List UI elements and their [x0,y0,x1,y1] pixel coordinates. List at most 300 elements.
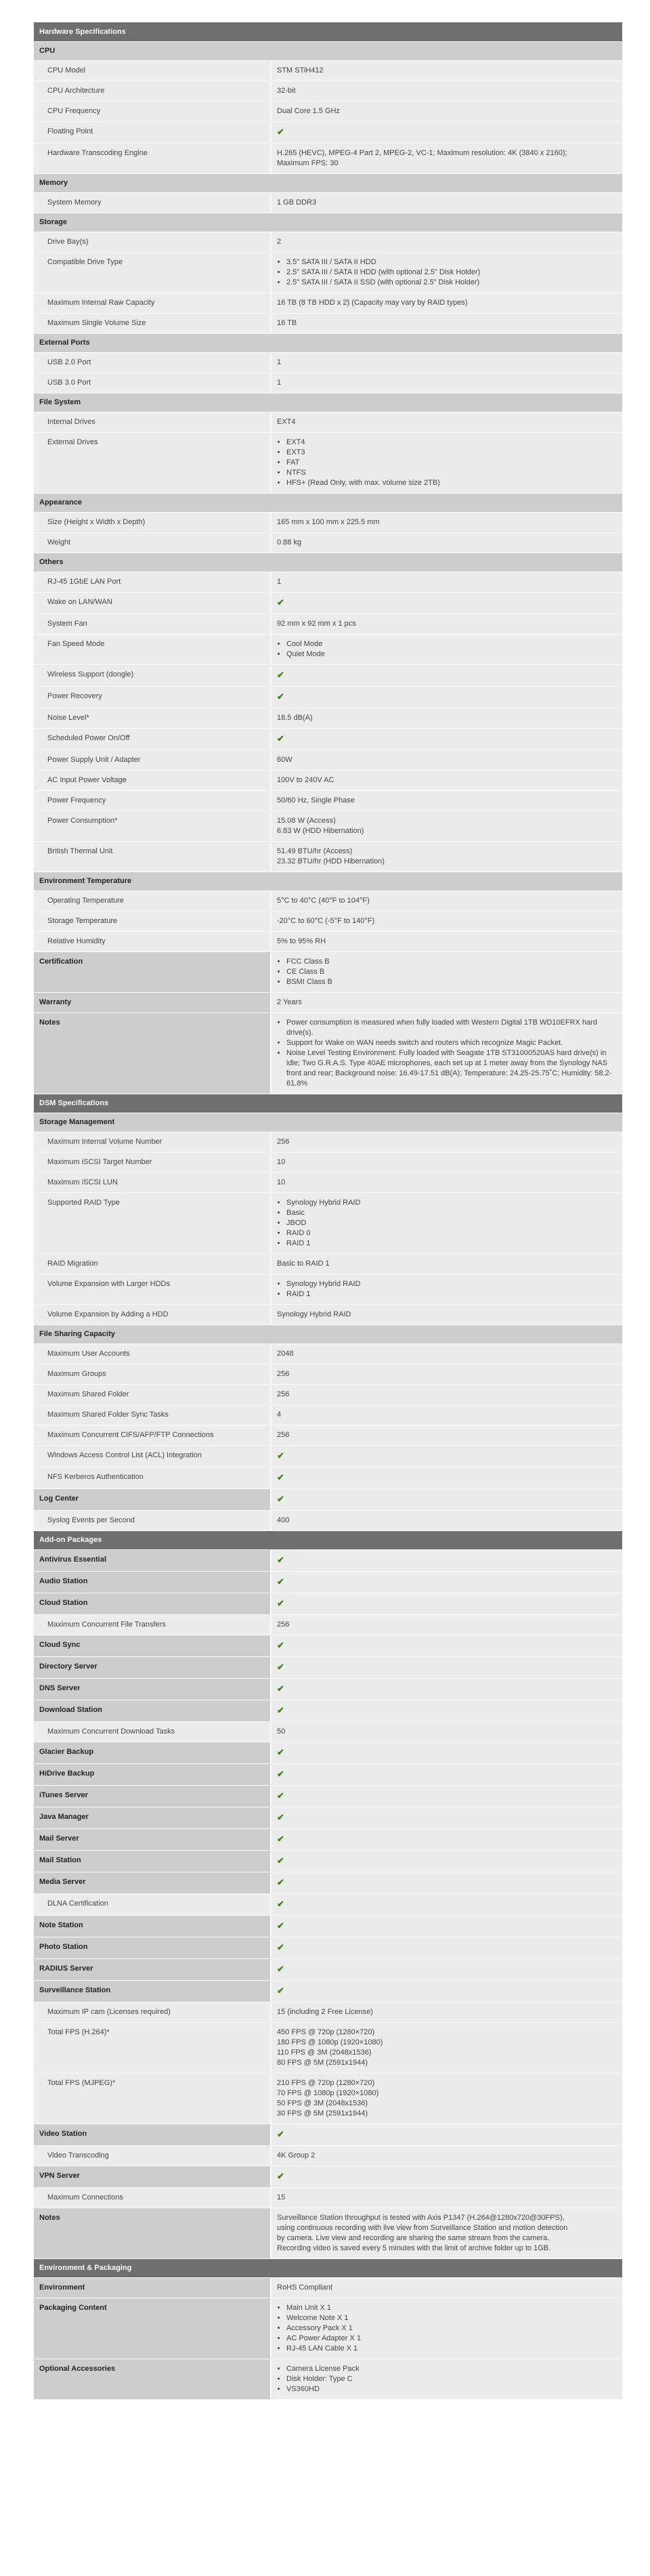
checkmark-icon: ✔ [277,1876,284,1887]
group-header-cpu [34,41,622,60]
spec-value [271,1467,622,1488]
spec-label: NFS Kerberos Authentication [34,1467,271,1488]
spec-value: 92 mm x 92 mm x 1 pcs [271,614,622,634]
spec-row-scheduled-power-on-off [34,728,622,750]
spec-label: Weight [34,532,271,553]
value-line: 30 FPS @ 5M (2591x1944) [277,2109,368,2118]
spec-row-nfs-kerberos-authentication [34,1467,622,1488]
spec-label: CPU Architecture [34,81,271,101]
checkmark-icon: ✔ [277,1811,284,1822]
spec-label: HiDrive Backup [34,1763,271,1785]
spec-value [271,1785,622,1807]
spec-label: Video Station [34,2124,271,2145]
checkmark-icon: ✔ [277,1661,284,1672]
value-list [277,1279,617,1300]
spec-value [271,1828,622,1850]
group-header-file-system [34,393,622,412]
value-line: Recording video is saved every 5 minutes with the limit of archive folder up to 1GB. [277,2244,551,2252]
spec-row-note-station [34,1915,622,1937]
group-header-storage [34,213,622,232]
spec-label: Photo Station [34,1937,271,1958]
spec-row-operating-temperature [34,890,622,911]
section-header-add-on-packages [34,1530,622,1549]
value-list-item: • 3.5" SATA III / SATA II HDD [286,257,617,267]
spec-value [271,1915,622,1937]
spec-row-internal-drives [34,412,622,432]
spec-label: Volume Expansion with Larger HDDs [34,1274,271,1304]
spec-value: 4K Group 2 [271,2145,622,2166]
spec-table [34,22,622,2400]
group-title: External Ports [34,333,622,352]
spec-label: Maximum IP cam (Licenses required) [34,2002,271,2022]
spec-row-ac-input-power-voltage [34,770,622,790]
checkmark-icon: ✔ [277,733,284,744]
value-list-item: • Cool Mode [286,639,617,649]
spec-row-directory-server [34,1656,622,1678]
value-list [277,2303,617,2354]
spec-label: Power Recovery [34,686,271,708]
spec-value: EXT4 [271,412,622,432]
spec-label: Packaging Content [34,2298,271,2359]
spec-value [271,143,622,173]
checkmark-icon: ✔ [277,2128,284,2139]
spec-row-download-station [34,1700,622,1721]
spec-value [271,2073,622,2124]
checkmark-icon: ✔ [277,1683,284,1694]
spec-row-radius-server [34,1958,622,1980]
checkmark-icon: ✔ [277,1597,284,1608]
spec-value: 15 [271,2187,622,2208]
spec-row-surveillance-station [34,1980,622,2002]
spec-label: Warranty [34,992,271,1012]
value-line: 210 FPS @ 720p (1280×720) [277,2078,375,2087]
group-header-others [34,553,622,572]
spec-row-media-server [34,1872,622,1893]
spec-label: Certification [34,951,271,992]
spec-label: Note Station [34,1915,271,1937]
spec-value: 50/60 Hz, Single Phase [271,790,622,811]
spec-row-power-frequency [34,790,622,811]
value-line: by camera. Live view and recording are sharing the same stream from the camera. [277,2233,550,2242]
spec-label: Maximum Internal Volume Number [34,1132,271,1152]
spec-row-maximum-concurrent-file-transfers [34,1614,622,1635]
spec-row-maximum-ip-cam-licenses-required [34,2002,622,2022]
spec-label: Log Center [34,1488,271,1510]
spec-value [271,1549,622,1571]
spec-value [271,1012,622,1094]
spec-row-hidrive-backup [34,1763,622,1785]
spec-label: Internal Drives [34,412,271,432]
spec-label: Video Transcoding [34,2145,271,2166]
group-header-appearance [34,493,622,512]
spec-value: Dual Core 1.5 GHz [271,101,622,121]
spec-row-hardware-transcoding-engine [34,143,622,173]
spec-value: Basic to RAID 1 [271,1253,622,1274]
value-list-item: • Quiet Mode [286,649,617,660]
spec-row-relative-humidity [34,931,622,951]
checkmark-icon: ✔ [277,1472,284,1482]
spec-label: Total FPS (MJPEG)* [34,2073,271,2124]
spec-value: 32-bit [271,81,622,101]
spec-row-cpu-model [34,60,622,81]
spec-value: RoHS Compliant [271,2277,622,2298]
spec-value [271,1893,622,1915]
value-list-item: • Noise Level Testing Environment: Fully loaded with Seagate 1TB ST31000520AS hard drive(s) in idle; Two G.R.A.S. Type 40AE microphones, each set up at 1 meter away from the Synology NAS front and rear; Background noise: 16.49-17.51 dB(A); Temperature: 24.25-25.75˚C; Humidity: 58.2-61.8% [286,1048,617,1089]
spec-label: Storage Temperature [34,911,271,931]
spec-value [271,1700,622,1721]
checkmark-icon: ✔ [277,1768,284,1779]
spec-label: Directory Server [34,1656,271,1678]
spec-value [271,1807,622,1828]
spec-row-power-recovery [34,686,622,708]
spec-label: Noise Level* [34,708,271,728]
spec-label: Maximum Shared Folder [34,1384,271,1404]
value-list-item: • VS360HD [286,2384,617,2395]
spec-label: Mail Server [34,1828,271,1850]
spec-label: Maximum iSCSI LUN [34,1172,271,1193]
checkmark-icon: ✔ [277,597,284,607]
spec-label: USB 3.0 Port [34,372,271,393]
spec-row-volume-expansion-by-adding-a-hdd [34,1304,622,1325]
spec-row-vpn-server [34,2166,622,2187]
spec-value: 165 mm x 100 mm x 225.5 mm [271,512,622,532]
spec-row-system-fan [34,614,622,634]
spec-label: Optional Accessories [34,2359,271,2399]
value-list-item: • JBOD [286,1218,617,1228]
value-list [277,257,617,288]
spec-row-notes [34,1012,622,1094]
spec-row-power-consumption [34,811,622,841]
spec-value [271,1850,622,1872]
group-header-external-ports [34,333,622,352]
spec-value [271,1274,622,1304]
spec-value [271,1872,622,1893]
spec-row-audio-station [34,1571,622,1593]
spec-label: CPU Model [34,60,271,81]
spec-row-java-manager [34,1807,622,1828]
spec-value: 16 TB (8 TB HDD x 2) (Capacity may vary by RAID types) [271,293,622,313]
spec-label: Maximum Groups [34,1364,271,1384]
spec-row-maximum-shared-folder-sync-tasks [34,1404,622,1425]
spec-label: RADIUS Server [34,1958,271,1980]
spec-value [271,811,622,841]
value-list-item: • CE Class B [286,967,617,977]
section-header-environment-packaging [34,2258,622,2277]
group-title: Storage [34,213,622,232]
spec-label: iTunes Server [34,1785,271,1807]
spec-row-mail-server [34,1828,622,1850]
value-list-item: • EXT3 [286,448,617,458]
spec-value: 256 [271,1364,622,1384]
spec-value: 1 [271,372,622,393]
spec-label: Notes [34,1012,271,1094]
spec-value: 5°C to 40°C (40°F to 104°F) [271,890,622,911]
spec-row-maximum-connections [34,2187,622,2208]
spec-label: Java Manager [34,1807,271,1828]
spec-value [271,1742,622,1763]
checkmark-icon: ✔ [277,1554,284,1565]
spec-label: Floating Point [34,121,271,143]
spec-value: 256 [271,1425,622,1445]
spec-value: 256 [271,1384,622,1404]
spec-value: 1 GB DDR3 [271,192,622,213]
spec-value [271,1193,622,1253]
value-list-item: • HFS+ (Read Only, with max. volume size 2TB) [286,478,617,488]
group-title: CPU [34,41,622,60]
spec-label: VPN Server [34,2166,271,2187]
value-list [277,639,617,660]
spec-row-compatible-drive-type [34,252,622,293]
spec-label: RAID Migration [34,1253,271,1274]
group-header-environment-temperature [34,872,622,890]
spec-label: Maximum Concurrent File Transfers [34,1614,271,1635]
value-line: using continuous recording with live view from Surveillance Station and motion detection [277,2223,568,2232]
value-list-item: • FCC Class B [286,957,617,967]
spec-label: Maximum Internal Raw Capacity [34,293,271,313]
spec-row-log-center [34,1488,622,1510]
spec-row-floating-point [34,121,622,143]
spec-value [271,664,622,686]
value-list-item: • Accessory Pack X 1 [286,2323,617,2334]
spec-label: Volume Expansion by Adding a HDD [34,1304,271,1325]
spec-value [271,432,622,493]
spec-row-environment [34,2277,622,2298]
spec-row-fan-speed-mode [34,634,622,664]
spec-label: Antivirus Essential [34,1549,271,1571]
spec-value: 256 [271,1132,622,1152]
value-line: 80 FPS @ 5M (2591x1944) [277,2058,368,2067]
checkmark-icon: ✔ [277,1963,284,1974]
value-list [277,2364,617,2395]
value-list-item: • NTFS [286,468,617,478]
spec-label: Relative Humidity [34,931,271,951]
spec-value [271,686,622,708]
spec-row-raid-migration [34,1253,622,1274]
checkmark-icon: ✔ [277,1450,284,1461]
value-list-item: • AC Power Adapter X 1 [286,2334,617,2344]
spec-label: DNS Server [34,1678,271,1700]
spec-value [271,1763,622,1785]
spec-row-total-fps-mjpeg [34,2073,622,2124]
spec-label: Maximum Connections [34,2187,271,2208]
checkmark-icon: ✔ [277,1833,284,1844]
spec-row-storage-temperature [34,911,622,931]
section-title: DSM Specifications [34,1094,622,1113]
spec-label: British Thermal Unit [34,841,271,872]
value-list [277,957,617,987]
group-title: Others [34,553,622,572]
spec-row-weight [34,532,622,553]
checkmark-icon: ✔ [277,691,284,702]
spec-row-cloud-sync [34,1635,622,1656]
checkmark-icon: ✔ [277,1493,284,1504]
spec-row-drive-bay-s [34,232,622,252]
spec-row-usb-2-0-port [34,352,622,372]
spec-row-maximum-shared-folder [34,1384,622,1404]
spec-row-cloud-station [34,1593,622,1614]
spec-value [271,1958,622,1980]
spec-row-packaging-content [34,2298,622,2359]
spec-row-power-supply-unit-adapter [34,750,622,770]
spec-label: Glacier Backup [34,1742,271,1763]
spec-value [271,951,622,992]
value-list-item: • RAID 0 [286,1228,617,1239]
spec-value [271,1571,622,1593]
spec-row-notes [34,2208,622,2258]
value-list-item: • Camera License Pack [286,2364,617,2374]
spec-value [271,1593,622,1614]
spec-value: 50 [271,1721,622,1742]
spec-label: RJ-45 1GbE LAN Port [34,572,271,592]
value-line: 51.49 BTU/hr (Access) [277,846,353,855]
spec-value [271,1678,622,1700]
group-title: Memory [34,173,622,192]
spec-value: Synology Hybrid RAID [271,1304,622,1325]
spec-label: External Drives [34,432,271,493]
spec-label: DLNA Certification [34,1893,271,1915]
spec-value [271,634,622,664]
checkmark-icon: ✔ [277,1746,284,1757]
spec-row-wake-on-lan-wan [34,592,622,614]
spec-row-supported-raid-type [34,1193,622,1253]
spec-label: System Fan [34,614,271,634]
checkmark-icon: ✔ [277,1920,284,1931]
value-list-item: • Support for Wake on WAN needs switch and routers which recognize Magic Packet. [286,1038,617,1048]
group-title: Storage Management [34,1113,622,1132]
spec-value: 4 [271,1404,622,1425]
value-list [277,1198,617,1249]
spec-row-maximum-iscsi-lun [34,1172,622,1193]
value-list-item: • Welcome Note X 1 [286,2313,617,2323]
spec-row-total-fps-h-264 [34,2022,622,2073]
spec-row-maximum-concurrent-cifs-afp-ftp-connections [34,1425,622,1445]
group-header-memory [34,173,622,192]
value-list-item: • 2.5" SATA III / SATA II HDD (with optional 2.5" Disk Holder) [286,267,617,278]
group-title: Appearance [34,493,622,512]
spec-value [271,1656,622,1678]
spec-label: Notes [34,2208,271,2258]
spec-label: USB 2.0 Port [34,352,271,372]
spec-row-maximum-groups [34,1364,622,1384]
spec-label: Wireless Support (dongle) [34,664,271,686]
spec-value [271,841,622,872]
spec-row-mail-station [34,1850,622,1872]
checkmark-icon: ✔ [277,1576,284,1587]
value-line: Maximum FPS: 30 [277,158,339,167]
value-list-item: • RJ-45 LAN Cable X 1 [286,2344,617,2354]
spec-label: Maximum Concurrent CIFS/AFP/FTP Connections [34,1425,271,1445]
spec-label: Maximum User Accounts [34,1344,271,1364]
checkmark-icon: ✔ [277,2170,284,2181]
spec-row-volume-expansion-with-larger-hdds [34,1274,622,1304]
spec-value: 10 [271,1172,622,1193]
spec-label: Audio Station [34,1571,271,1593]
spec-label: Maximum Concurrent Download Tasks [34,1721,271,1742]
spec-label: Mail Station [34,1850,271,1872]
spec-value: 10 [271,1152,622,1172]
spec-value: 1 [271,572,622,592]
spec-row-antivirus-essential [34,1549,622,1571]
spec-row-maximum-iscsi-target-number [34,1152,622,1172]
checkmark-icon: ✔ [277,1941,284,1952]
value-list [277,1018,617,1089]
value-list-item: • Disk Holder: Type C [286,2374,617,2384]
value-line: 50 FPS @ 3M (2048x1536) [277,2099,368,2107]
spec-label: Surveillance Station [34,1980,271,2002]
spec-value [271,2124,622,2145]
spec-value [271,121,622,143]
group-header-storage-management [34,1113,622,1132]
spec-label: Compatible Drive Type [34,252,271,293]
spec-sheet [34,22,622,2400]
spec-label: Hardware Transcoding Engine [34,143,271,173]
spec-row-certification [34,951,622,992]
spec-row-glacier-backup [34,1742,622,1763]
spec-row-usb-3-0-port [34,372,622,393]
spec-value [271,1937,622,1958]
spec-row-cpu-architecture [34,81,622,101]
spec-row-syslog-events-per-second [34,1510,622,1530]
spec-row-optional-accessories [34,2359,622,2399]
spec-row-maximum-single-volume-size [34,313,622,333]
group-title: Environment Temperature [34,872,622,890]
spec-value: 18.5 dB(A) [271,708,622,728]
group-header-file-sharing-capacity [34,1325,622,1344]
spec-label: Supported RAID Type [34,1193,271,1253]
spec-row-wireless-support-dongle [34,664,622,686]
spec-row-dns-server [34,1678,622,1700]
spec-label: Syslog Events per Second [34,1510,271,1530]
checkmark-icon: ✔ [277,126,284,137]
spec-label: Drive Bay(s) [34,232,271,252]
spec-label: Fan Speed Mode [34,634,271,664]
spec-row-maximum-internal-raw-capacity [34,293,622,313]
spec-label: Maximum iSCSI Target Number [34,1152,271,1172]
checkmark-icon: ✔ [277,1898,284,1909]
spec-label: Environment [34,2277,271,2298]
section-title: Hardware Specifications [34,22,622,41]
spec-row-photo-station [34,1937,622,1958]
section-title: Environment & Packaging [34,2258,622,2277]
spec-value: 1 [271,352,622,372]
spec-value: 2 [271,232,622,252]
spec-row-size-height-x-width-x-depth [34,512,622,532]
spec-row-itunes-server [34,1785,622,1807]
spec-value: 60W [271,750,622,770]
spec-label: Cloud Station [34,1593,271,1614]
value-list-item: • Power consumption is measured when fully loaded with Western Digital 1TB WD10EFRX hard drive(s). [286,1018,617,1038]
spec-label: Maximum Single Volume Size [34,313,271,333]
spec-value: 100V to 240V AC [271,770,622,790]
spec-value: 2 Years [271,992,622,1012]
section-header-dsm-specifications [34,1094,622,1113]
spec-label: Download Station [34,1700,271,1721]
spec-value: STM STiH412 [271,60,622,81]
spec-row-rj-45-1gbe-lan-port [34,572,622,592]
value-line: 15.08 W (Access) [277,816,336,825]
spec-label: Power Consumption* [34,811,271,841]
spec-label: Wake on LAN/WAN [34,592,271,614]
spec-value [271,2298,622,2359]
spec-label: Power Supply Unit / Adapter [34,750,271,770]
value-list-item: • RAID 1 [286,1289,617,1300]
spec-value [271,252,622,293]
spec-row-video-transcoding [34,2145,622,2166]
spec-row-noise-level [34,708,622,728]
spec-row-external-drives [34,432,622,493]
checkmark-icon: ✔ [277,1704,284,1715]
value-list-item: • Synology Hybrid RAID [286,1279,617,1289]
